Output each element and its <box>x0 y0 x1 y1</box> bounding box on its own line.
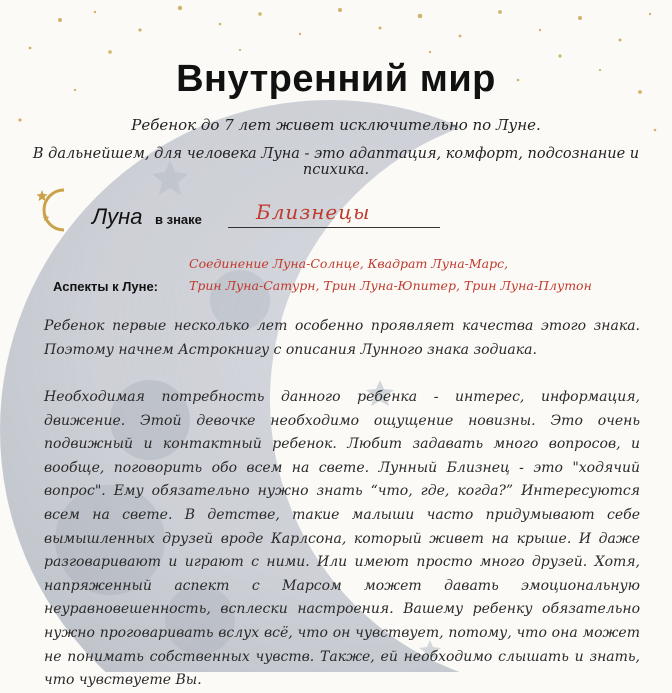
paragraph-description: Необходимая потребность данного ребенка - интерес, информация, движение. Этой девочке необходимо ощущение новизны. Это очень подвижный и контактный ребенок. Любит задавать много вопросов, и вообще, поговорить обо всем на свете. Лунный Близнец - это "ходячий вопрос". Ему обязательно нужно знать “что, где, когда?” Интересуются всем на свете. В детстве, такие малыши часто придумывают себе вымышленных друзей вроде Карлсона, который живет на крыше. И даже разговаривают и играют с ними. Или имеют просто много друзей. Хотя, напряженный аспект с Марсом может давать эмоциональную неуравновешенность, всплески настроения. Вашему ребенку обязательно нужно проговаривать вслух всё, что он чувствует, потому, что она может не понимать собственных чувств. Также, ей необходимо слышать и знать, что чувствуете Вы. <box>44 389 640 689</box>
page-title: Внутренний мир <box>176 58 496 100</box>
aspects-line-1: Соединение Луна-Солнце, Квадрат Луна-Марс, <box>189 256 509 271</box>
in-sign-label: в знаке <box>155 212 202 227</box>
moon-label: Луна <box>92 204 143 229</box>
moon-sign-value: Близнецы <box>228 200 440 228</box>
intro-line-2: В дальнейшем, для человека Луна - это адаптация, комфорт, подсознание и психика. <box>32 146 640 178</box>
moon-icon <box>34 184 88 236</box>
paragraph-intro: Ребенок первые несколько лет особенно проявляет качества этого знака. Поэтому начнем Астрокнигу с описания Лунного знака зодиака. <box>44 318 640 358</box>
intro-line-1: Ребенок до 7 лет живет исключительно по Луне. <box>131 116 541 134</box>
aspects-line-2: Трин Луна-Сатурн, Трин Луна-Юпитер, Трин Луна-Плутон <box>189 278 592 293</box>
aspects-label: Аспекты к Луне: <box>53 279 158 294</box>
